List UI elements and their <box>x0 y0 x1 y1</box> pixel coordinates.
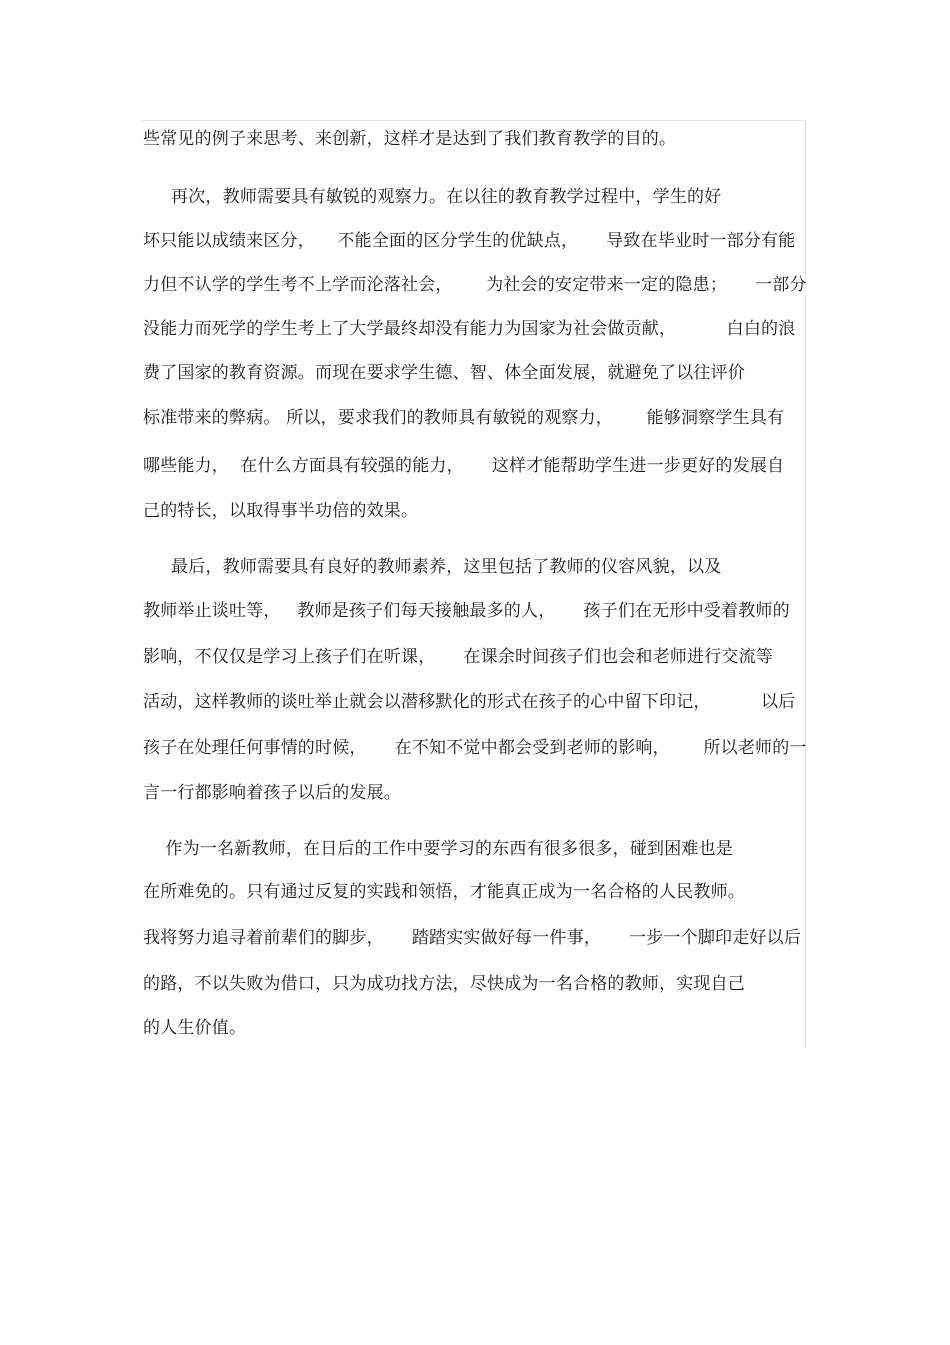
text-line: 些常见的例子来思考、来创新，这样才是达到了我们教育教学的目的。 <box>143 129 677 149</box>
text-line: 影响，不仅仅是学习上孩子们在听课， 在课余时间孩子们也会和老师进行交流等 <box>143 647 774 667</box>
text-line: 活动，这样教师的谈吐举止就会以潜移默化的形式在孩子的心中留下印记， 以后 <box>143 692 796 712</box>
text-line: 标准带来的弊病。 所以，要求我们的教师具有敏锐的观察力， 能够洞察学生具有 <box>143 408 785 428</box>
text-line: 哪些能力， 在什么方面具有较强的能力， 这样才能帮助学生进一步更好的发展自 <box>143 456 785 476</box>
text-line: 最后，教师需要具有良好的教师素养，这里包括了教师的仪容风貌，以及 <box>143 557 722 577</box>
text-line: 的人生价值。 <box>143 1018 247 1038</box>
page-frame <box>142 120 806 1048</box>
text-line: 力但不认学的学生考不上学而沦落社会， 为社会的安定带来一定的隐患； 一部分 <box>143 275 807 295</box>
text-line: 孩子在处理任何事情的时候， 在不知不觉中都会受到老师的影响， 所以老师的一 <box>143 738 807 758</box>
text-line: 的路，不以失败为借口，只为成功找方法，尽快成为一名合格的教师，实现自己 <box>143 974 745 994</box>
text-line: 费了国家的教育资源。而现在要求学生德、智、体全面发展，就避免了以往评价 <box>143 363 745 383</box>
text-line: 言一行都影响着孩子以后的发展。 <box>143 783 401 803</box>
text-line: 在所难免的。只有通过反复的实践和领悟，才能真正成为一名合格的人民教师。 <box>143 882 745 902</box>
text-line: 己的特长，以取得事半功倍的效果。 <box>143 501 419 521</box>
text-line: 再次，教师需要具有敏锐的观察力。在以往的教育教学过程中，学生的好 <box>143 187 722 207</box>
text-line: 作为一名新教师，在日后的工作中要学习的东西有很多很多，碰到困难也是 <box>143 839 734 859</box>
text-line: 没能力而死学的学生考上了大学最终却没有能力为国家为社会做贡献， 白白的浪 <box>143 319 796 339</box>
text-line: 坏只能以成绩来区分， 不能全面的区分学生的优缺点， 导致在毕业时一部分有能 <box>143 231 796 251</box>
text-line: 教师举止谈吐等， 教师是孩子们每天接触最多的人， 孩子们在无形中受着教师的 <box>143 601 790 621</box>
text-line: 我将努力追寻着前辈们的脚步， 踏踏实实做好每一件事， 一步一个脚印走好以后 <box>143 928 802 948</box>
